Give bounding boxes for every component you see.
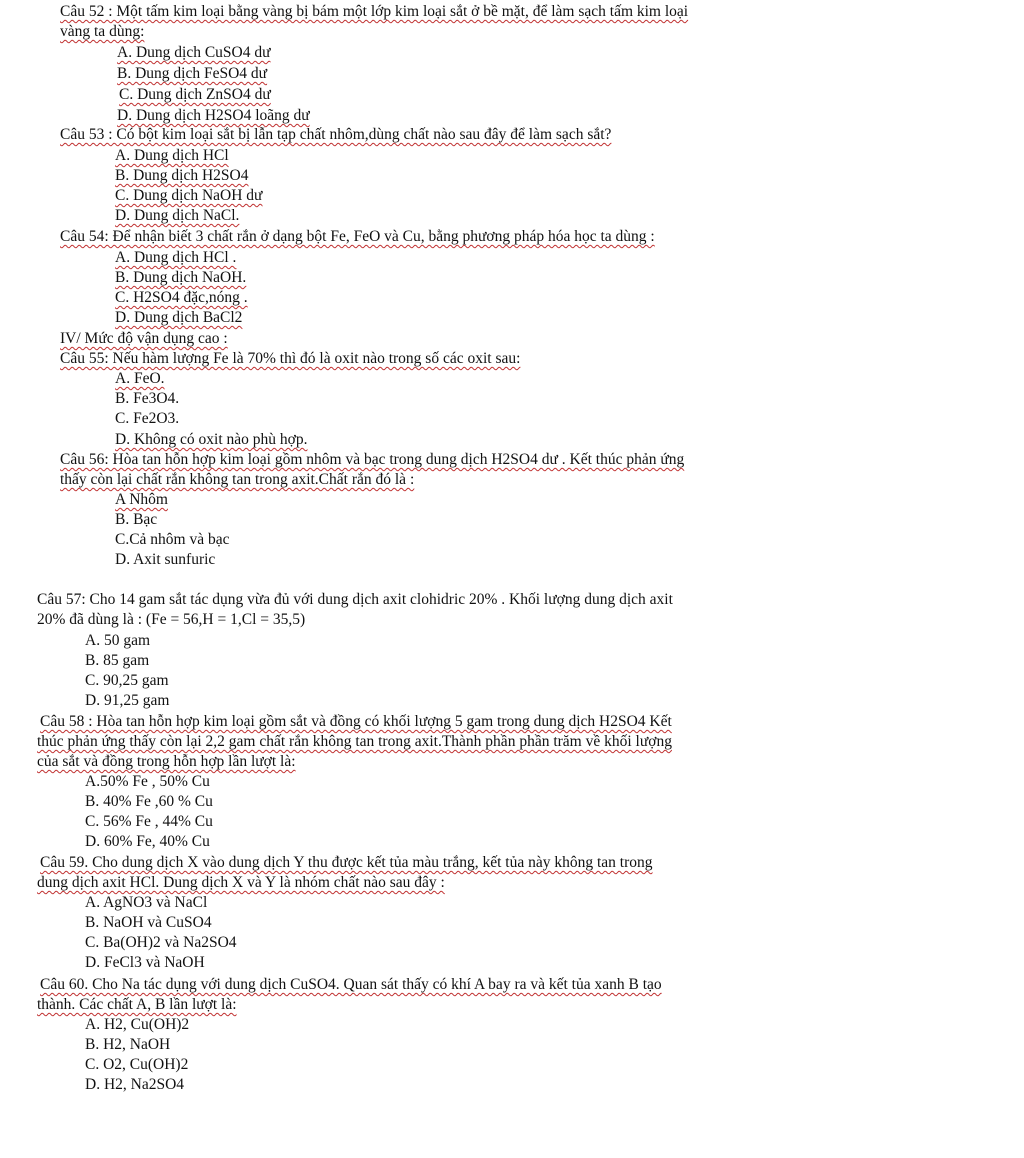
q59-option-d: D. FeCl3 và NaOH [85,954,205,971]
q56-option-a: A Nhôm [115,491,168,508]
q54-option-c: C. H2SO4 đặc,nóng . [115,289,248,306]
question-56-line-1: Câu 56: Hòa tan hỗn hợp kim loại gồm nhôm và bạc trong dung dịch H2SO4 dư . Kết thúc phản ứng [60,451,685,468]
q57-option-a: A. 50 gam [85,632,151,649]
q58-option-a: A.50% Fe , 50% Cu [85,773,210,790]
question-52-line-2: vàng ta dùng: [60,23,145,40]
q52-option-a: A. Dung dịch CuSO4 dư [117,44,271,61]
q60-option-c: C. O2, Cu(OH)2 [85,1056,189,1073]
question-60-line-2: thành. Các chất A, B lần lượt là: [37,996,237,1013]
q53-option-b: B. Dung dịch H2SO4 [115,167,249,184]
q56-option-d: D. Axit sunfuric [115,551,216,568]
question-57-line-2: 20% đã dùng là : (Fe = 56,H = 1,Cl = 35,5) [37,611,306,628]
q53-option-d: D. Dung dịch NaCl. [115,207,240,224]
q58-option-d: D. 60% Fe, 40% Cu [85,833,210,850]
question-58-line-2: thúc phản ứng thấy còn lại 2,2 gam chất rắn không tan trong axit.Thành phần phần trăm về khối lượng [37,733,672,750]
q53-option-c: C. Dung dịch NaOH dư [115,187,263,204]
section-heading: IV/ Mức độ vận dụng cao : [60,330,228,347]
q58-option-b: B. 40% Fe ,60 % Cu [85,793,213,810]
question-57-line-1: Câu 57: Cho 14 gam sắt tác dụng vừa đủ với dung dịch axit clohidric 20% . Khối lượng dung dịch axit [37,591,673,608]
q57-option-b: B. 85 gam [85,652,150,669]
q59-option-b: B. NaOH và CuSO4 [85,914,212,931]
question-60-line-1: Câu 60. Cho Na tác dụng với dung dịch CuSO4. Quan sát thấy có khí A bay ra và kết tủa xanh B tạo [40,976,662,993]
q60-option-b: B. H2, NaOH [85,1036,171,1053]
question-52-line-1: Câu 52 : Một tấm kim loại bằng vàng bị bám một lớp kim loại sắt ở bề mặt, để làm sạch tấm kim loại [60,3,689,20]
q57-option-c: C. 90,25 gam [85,672,169,689]
q59-option-a: A. AgNO3 và NaCl [85,894,208,911]
question-53: Câu 53 : Có bột kim loại sắt bị lẫn tạp chất nhôm,dùng chất nào sau đây để làm sạch sắt? [60,126,612,143]
question-59-line-2: dung dịch axit HCl. Dung dịch X và Y là nhóm chất nào sau đây : [37,874,445,891]
question-55: Câu 55: Nếu hàm lượng Fe là 70% thì đó là oxit nào trong số các oxit sau: [60,350,521,367]
q55-option-a: A. FeO. [115,370,165,387]
q59-option-c: C. Ba(OH)2 và Na2SO4 [85,934,237,951]
q55-option-c: C. Fe2O3. [115,410,180,427]
q55-option-b: B. Fe3O4. [115,390,180,407]
q52-option-c: C. Dung dịch ZnSO4 dư [119,86,271,103]
q60-option-d: D. H2, Na2SO4 [85,1076,185,1093]
q58-option-c: C. 56% Fe , 44% Cu [85,813,213,830]
question-54: Câu 54: Để nhận biết 3 chất rắn ở dạng bột Fe, FeO và Cu, bằng phương pháp hóa học ta dùng : [60,228,655,245]
question-56-line-2: thấy còn lại chất rắn không tan trong axit.Chất rắn đó là : [60,471,415,488]
q55-option-d: D. Không có oxit nào phù hợp. [115,431,308,448]
q52-option-b: B. Dung dịch FeSO4 dư [117,65,268,82]
q57-option-d: D. 91,25 gam [85,692,170,709]
q56-option-c: C.Cả nhôm và bạc [115,531,230,548]
q56-option-b: B. Bạc [115,511,158,528]
question-58-line-1: Câu 58 : Hòa tan hỗn hợp kim loại gồm sắt và đồng có khối lượng 5 gam trong dung dịch H2SO4 Kết [40,713,672,730]
q60-option-a: A. H2, Cu(OH)2 [85,1016,190,1033]
q53-option-a: A. Dung dịch HCl [115,147,229,164]
question-59-line-1: Câu 59. Cho dung dịch X vào dung dịch Y thu được kết tủa màu trắng, kết tủa này không tan trong [40,854,653,871]
q54-option-d: D. Dung dịch BaCl2 [115,309,243,326]
q54-option-b: B. Dung dịch NaOH. [115,269,247,286]
q52-option-d: D. Dung dịch H2SO4 loãng dư [117,107,310,124]
q54-option-a: A. Dung dịch HCl . [115,249,237,266]
question-58-line-3: của sắt và đồng trong hỗn hợp lần lượt là: [37,753,296,770]
